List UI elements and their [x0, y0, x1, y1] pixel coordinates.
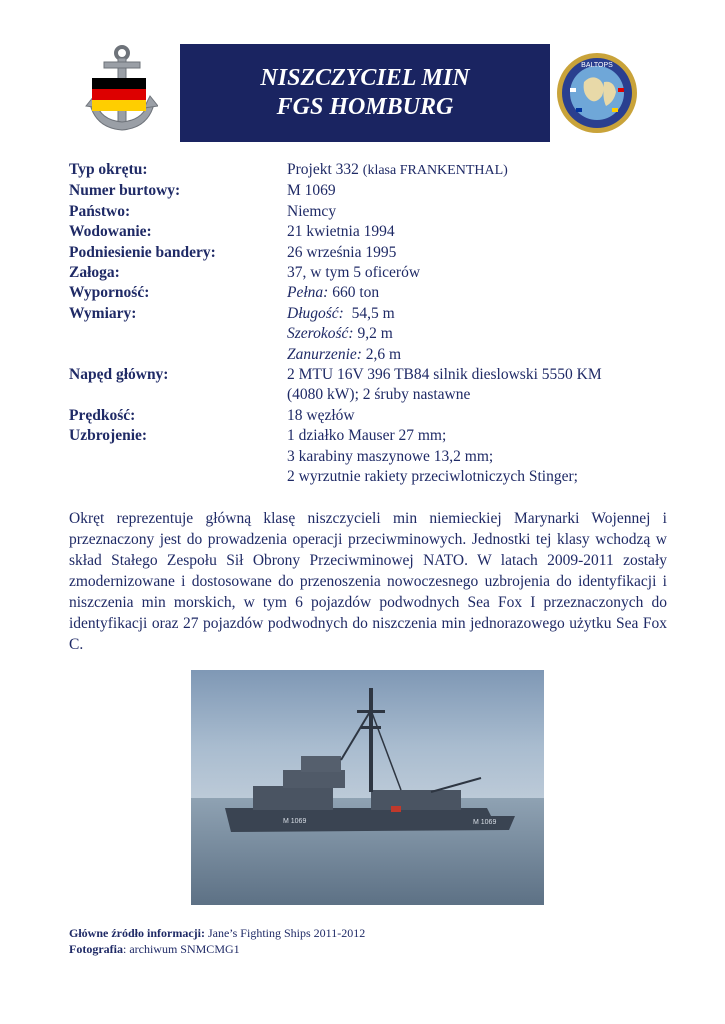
spec-armament: Uzbrojenie: 1 działko Mauser 27 mm; 3 karabiny maszynowe 13,2 mm; 2 wyrzutnie rakiety przeciwlotniczych Stinger;: [69, 427, 578, 486]
source-line: Główne źródło informacji: Jane’s Fighting Ships 2011-2012: [69, 926, 366, 940]
spec-speed: Prędkość: 18 węzłów: [69, 406, 355, 424]
ship-specifications: [69, 160, 669, 488]
spec-crew: Załoga: 37, w tym 5 oficerów: [69, 264, 421, 282]
sources-footer: [69, 925, 365, 957]
baltops-emblem-logo: [556, 52, 638, 134]
title-line-2: FGS HOMBURG: [276, 94, 454, 120]
spec-number: Numer burtowy: M 1069: [69, 182, 336, 200]
hull-number-bow: M 1069: [283, 818, 307, 825]
photo-credit-line: Fotografia: archiwum SNMCMG1: [69, 942, 240, 956]
spec-commission: Podniesienie bandery: 26 września 1995: [69, 243, 397, 261]
spec-displacement: Wyporność: Pełna: 660 ton: [69, 284, 380, 302]
title-line-1: NISZCZYCIEL MIN: [260, 65, 470, 91]
german-navy-anchor-logo: [82, 44, 158, 136]
title-banner: [180, 44, 550, 142]
ship-photo: [191, 670, 544, 905]
spec-dimensions: Wymiary: Długość: 54,5 m Szerokość: 9,2 m Zanurzenie: 2,6 m: [69, 304, 402, 363]
spec-type: Typ okrętu: Projekt 332 (klasa FRANKENTHAL): [69, 161, 508, 178]
hull-number-stern: M 1069: [473, 819, 497, 826]
spec-launch: Wodowanie: 21 kwietnia 1994: [69, 223, 395, 241]
ship-description: Okręt reprezentuje główną klasę niszczycieli min niemieckiej Marynarki Wojennej i przeznaczony jest do prowadzenia operacji przeciwminowych. Jednostki tej klasy wchodzą w skład Stałego Zespołu Sił Obrony Przeciwminowej NATO. W latach 2009-2011 zostały zmodernizowane i dostosowane do przenoszenia nowoczesnego uzbrojenia do identyfikacji i niszczenia min morskich, w tym 6 pojazdów podwodnych Sea Fox I przeznaczonych do identyfikacji oraz 27 pojazdów podwodnych do niszczenia min jednorazowego użytku Sea Fox C.: [69, 510, 667, 653]
spec-propulsion: Napęd główny: 2 MTU 16V 396 TB84 silnik dieslowski 5550 KM (4080 kW); 2 śruby nastawne: [69, 366, 602, 404]
spec-country: Państwo: Niemcy: [69, 202, 337, 220]
baltops-logo-text: BALTOPS: [581, 62, 613, 69]
